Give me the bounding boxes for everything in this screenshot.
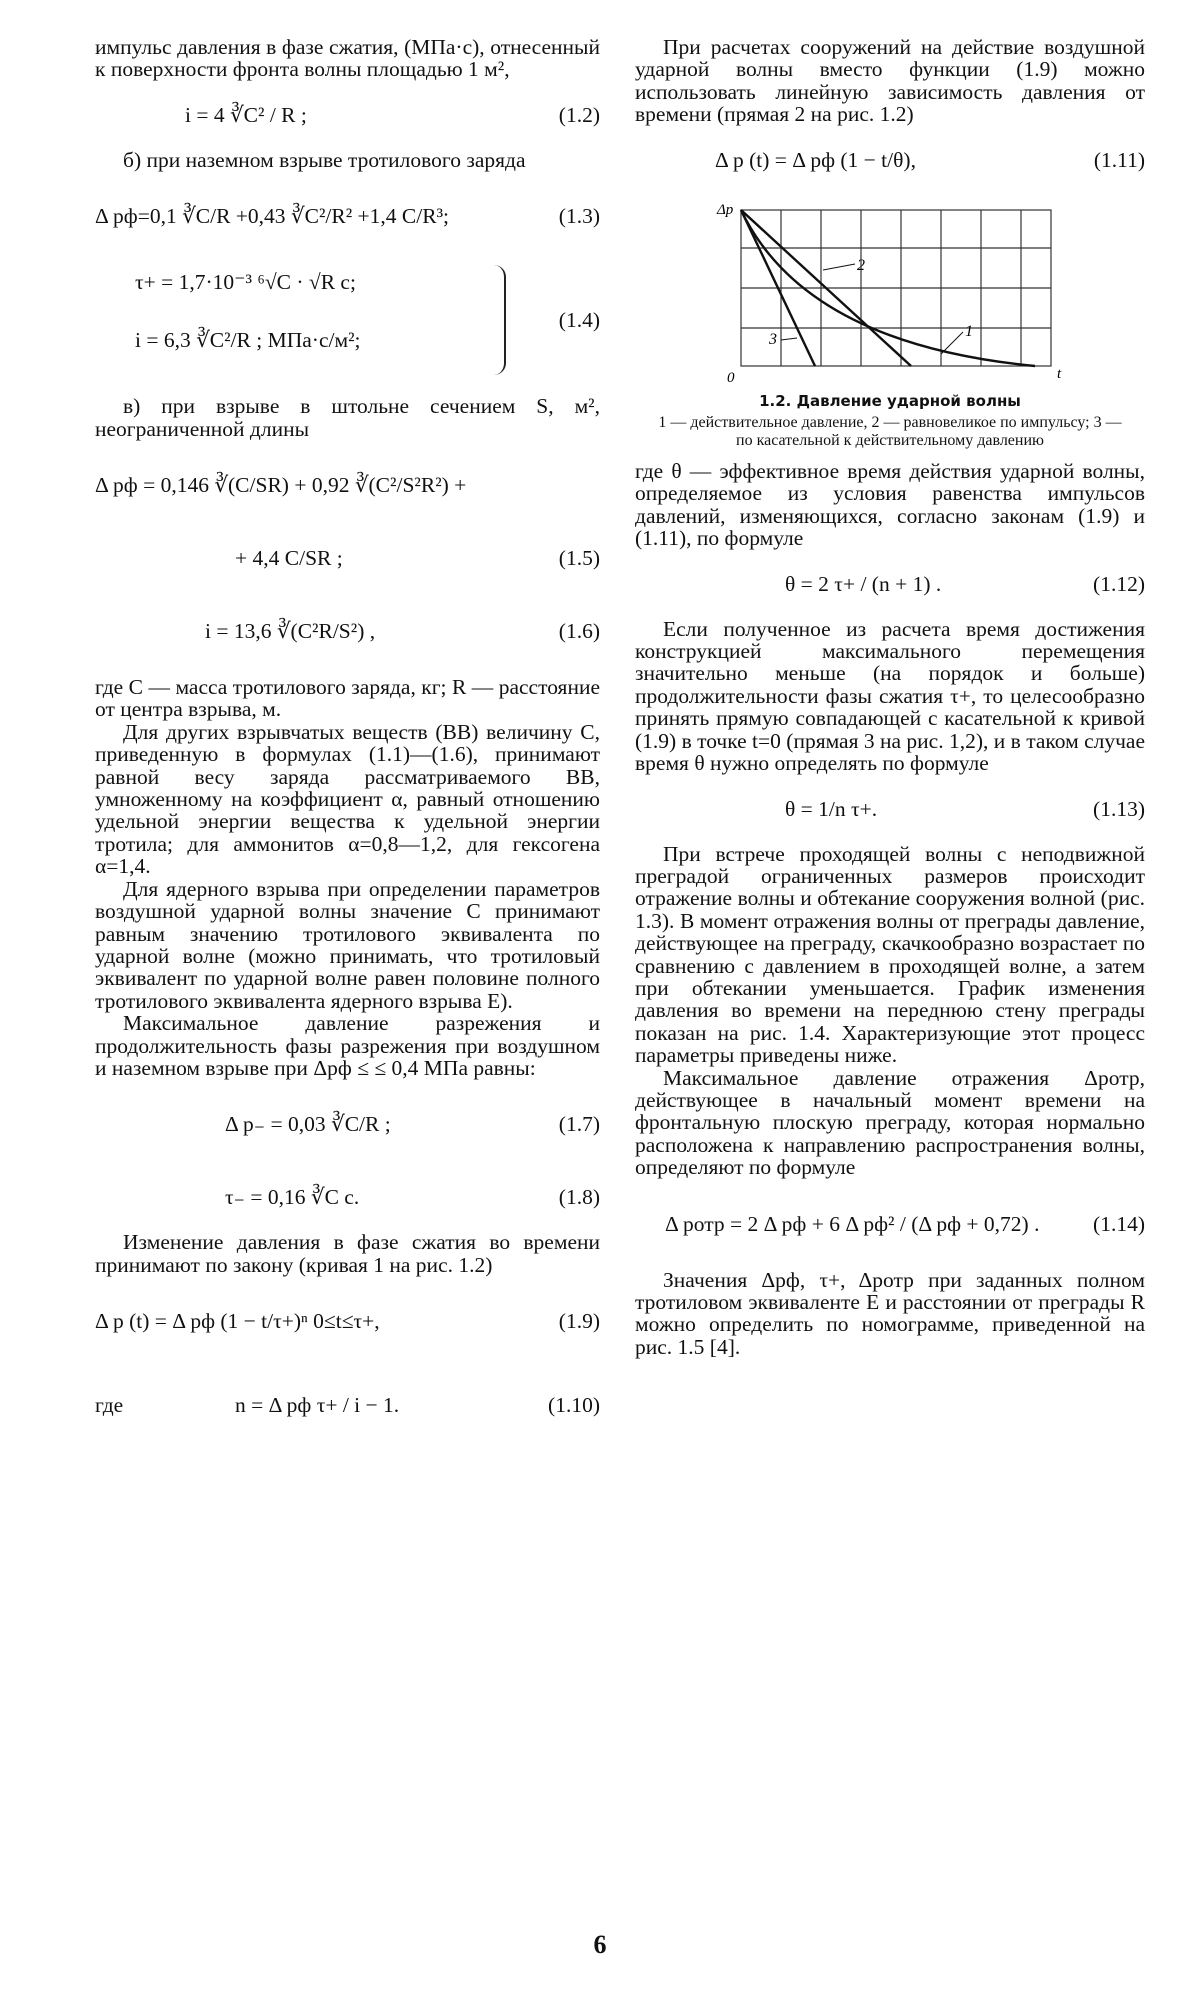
paragraph: Для других взрывчатых веществ (ВВ) величину C, приведенную в формулах (1.1)—(1.6), принимают равной весу заряда рассматриваемого ВВ, умноженному на коэффициент α, равный отношению удельной энергии вещества к удельной энергии тротила; для аммонитов α=0,8—1,2, для гексогена α=1,4. [95, 719, 600, 879]
formula-1-13 [635, 781, 1145, 837]
figure-1-2 [635, 194, 1145, 384]
formula-number: (1.13) [1093, 796, 1145, 821]
formula-number: (1.5) [558, 545, 600, 570]
formula-1-11 [635, 132, 1145, 188]
paragraph: Для ядерного взрыва при определении параметров воздушной ударной волны значение C принимают равным значению тротилового эквивалента по ударной волне (можно принимать, что тротиловый эквивалент по ударной волне равен половине полного тротилового эквивалента ядерного взрыва E). [95, 876, 600, 1013]
paragraph: б) при наземном взрыве тротилового заряда [123, 147, 526, 172]
graph-grid [741, 210, 1051, 366]
formula-1-3 [95, 177, 600, 255]
axis-y-label: Δp [717, 201, 734, 218]
formula-number: (1.7) [558, 1112, 600, 1137]
formula-number: (1.14) [1093, 1211, 1145, 1236]
paragraph: Изменение давления в фазе сжатия во времени принимают по закону (кривая 1 на рис. 1.2) [95, 1230, 600, 1277]
formula-number: (1.6) [558, 618, 600, 643]
formula-1-4 [95, 261, 600, 381]
paragraph: Максимальное давление отражения Δpотр, действующее в начальный момент времени на фронтальную плоскую преграду, которая нормально расположена к направлению распространения волны, определяют по формуле [635, 1065, 1145, 1180]
paragraph: импульс давления в фазе сжатия, (МПа·с), отнесенный к поверхности фронта волны площадью 1 м², [95, 35, 600, 82]
paragraph: При расчетах сооружений на действие воздушной ударной волны вместо функции (1.9) можно использовать линейную зависимость давления от времени (прямая 2 на рис. 1.2) [635, 35, 1145, 127]
line-2-label: 2 [857, 256, 865, 274]
formula-1-2 [95, 87, 600, 143]
paragraph: где θ — эффективное время действия ударной волны, определяемое из условия равенства импульсов давлений, изменяющихся, согласно законам (1.9) и (1.11), по формуле [635, 459, 1145, 551]
paragraph: При встрече проходящей волны с неподвижной преградой ограниченных размеров происходит отражение волны и обтекание сооружения волной (рис. 1.3). В момент отражения волны от преграды давление, действующее на преграду, скачкообразно возрастает по сравнению с давлением в проходящей волне, а затем при обтекании уменьшается. График изменения давления во времени на переднюю стену преграды показан на рис. 1.4. Характеризующие этот процесс параметры приведены ниже. [635, 841, 1145, 1068]
formula-expression: Δ p (t) = Δ pф (1 − t/τ+)ⁿ 0≤t≤τ+, [95, 1308, 380, 1333]
paragraph: в) при взрыве в штольне сечением S, м², неограниченной длины [95, 394, 600, 441]
formula-expression: i = 13,6 ∛(C²R/S²) , [205, 618, 376, 643]
formula-1-14 [635, 1185, 1145, 1263]
formula-expression: Δ pотр = 2 Δ pф + 6 Δ pф² / (Δ pф + 0,72) . [665, 1211, 1040, 1236]
formula-number: (1.10) [548, 1392, 600, 1417]
formula-expression: τ₋ = 0,16 ∛C c. [225, 1185, 360, 1210]
formula-1-9 [95, 1282, 600, 1360]
formula-number: (1.11) [1093, 147, 1145, 172]
left-column [95, 36, 600, 1450]
formula-expression: τ+ = 1,7·10⁻³ ⁶√C · √R c; [135, 270, 356, 295]
formula-expression: n = Δ pф τ+ / i − 1. [235, 1392, 400, 1417]
paragraph: Максимальное давление разрежения и продолжительность фазы разрежения при воздушном и наземном взрыве при Δpф ≤ ≤ 0,4 МПа равны: [95, 1011, 600, 1080]
line-3-label: 3 [769, 330, 777, 348]
formula-1-8 [95, 1169, 600, 1225]
formula-1-10 [95, 1366, 600, 1444]
formula-expression: i = 6,3 ∛C²/R ; МПа·с/м²; [135, 328, 361, 353]
right-column [635, 36, 1145, 1358]
formula-1-12 [635, 556, 1145, 612]
paragraph: Если полученное из расчета время достижения конструкцией максимального перемещения значительно меньше (на порядок и больше) продолжительности фазы сжатия τ+, то целесообразно принять прямую совпадающей с касательной к кривой (1.9) в точке t=0 (прямая 3 на рис. 1,2), и в таком случае время θ нужно определять по формуле [635, 616, 1145, 776]
figure-caption-title: 1.2. Давление ударной волны [759, 391, 1021, 410]
pressure-wave-graph [705, 194, 1065, 384]
formula-number: (1.3) [558, 204, 600, 229]
axis-x-label: t [1057, 365, 1062, 382]
formula-lead: где [95, 1392, 124, 1417]
paragraph: Значения Δpф, τ+, Δpотр при заданных полном тротиловом эквиваленте E и расстоянии от преграды R можно определить по номограмме, приведенной на рис. 1.5 [4]. [635, 1267, 1145, 1359]
formula-number: (1.12) [1093, 571, 1145, 596]
formula-expression: + 4,4 C/SR ; [235, 545, 343, 570]
figure-caption-text: 1 — действительное давление, 2 — равновеликое по импульсу; 3 — по касательной к действительному давлению [658, 414, 1122, 450]
formula-number: (1.8) [558, 1185, 600, 1210]
formula-expression: i = 4 ∛C² / R ; [185, 102, 307, 127]
formula-number: (1.4) [558, 308, 600, 333]
page-number: 6 [593, 1930, 607, 1959]
formula-expression: θ = 2 τ+ / (n + 1) . [785, 571, 942, 596]
formula-number: (1.9) [558, 1308, 600, 1333]
formula-expression: θ = 1/n τ+. [785, 796, 878, 821]
paragraph: где C — масса тротилового заряда, кг; R — расстояние от центра взрыва, м. [95, 675, 600, 722]
formula-expression: Δ p (t) = Δ pф (1 − t/θ), [715, 147, 916, 172]
formula-expression: Δ pф=0,1 ∛C/R +0,43 ∛C²/R² +1,4 C/R³; [95, 204, 449, 229]
origin-label: 0 [727, 369, 735, 384]
formula-1-7 [95, 1085, 600, 1163]
brace [490, 265, 506, 375]
formula-1-5-line1 [95, 446, 600, 524]
formula-expression: Δ pф = 0,146 ∛(C/SR) + 0,92 ∛(C²/S²R²) + [95, 472, 467, 497]
formula-1-5-line2 [95, 530, 600, 586]
formula-number: (1.2) [558, 102, 600, 127]
formula-1-6 [95, 592, 600, 670]
formula-expression: Δ p₋ = 0,03 ∛C/R ; [225, 1112, 391, 1137]
curve-1-label: 1 [965, 322, 973, 340]
